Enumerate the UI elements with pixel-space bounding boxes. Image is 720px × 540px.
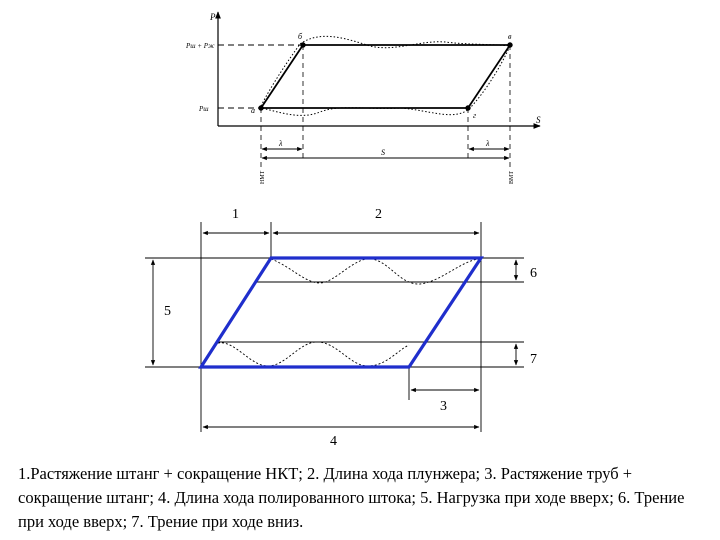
tick-lower-label: Рш	[199, 105, 209, 113]
label-4: 4	[330, 434, 337, 449]
point-b-label: б	[298, 32, 303, 41]
point-g-dot	[466, 106, 470, 110]
point-b-dot	[301, 43, 305, 47]
lower-friction-wave	[218, 342, 409, 366]
figure-caption: 1.Растяжение штанг + сокращение НКТ; 2. Длина хода плунжера; 3. Растяжение труб + сокращение штанг; 4. Длина хода полированного штока; 5. Нагрузка при ходе вверх; 6. Трение при ходе вверх; 7. Трение при ходе вниз.	[18, 464, 685, 531]
label-2: 2	[375, 207, 382, 222]
top-dynamogram-labels	[185, 12, 541, 157]
point-a-label: а	[251, 106, 255, 115]
upper-friction-wave	[271, 259, 478, 284]
ideal-cycle	[261, 45, 510, 108]
label-5: 5	[164, 304, 171, 319]
real-cycle-curve	[261, 36, 510, 115]
bottom-diagram	[145, 222, 524, 432]
y-axis-label: P	[210, 12, 216, 22]
point-v-dot	[508, 43, 512, 47]
x-axis-label: S	[536, 115, 541, 125]
label-7: 7	[530, 352, 537, 367]
dim-right-label: λ	[486, 139, 490, 148]
label-3: 3	[440, 399, 447, 414]
marker-nmt: НМТ	[260, 170, 266, 184]
label-6: 6	[530, 266, 537, 281]
top-dynamogram	[218, 12, 540, 168]
point-v-label: в	[508, 32, 512, 41]
ideal-parallelogram	[201, 258, 481, 367]
dim-middle-label: S	[381, 148, 385, 157]
point-g-label: г	[473, 111, 477, 120]
tick-upper-label: Pш + Рж	[186, 42, 215, 50]
point-a-dot	[259, 106, 263, 110]
marker-vmt: ВМТ	[509, 170, 515, 184]
dim-left-label: λ	[279, 139, 283, 148]
label-1: 1	[232, 207, 239, 222]
